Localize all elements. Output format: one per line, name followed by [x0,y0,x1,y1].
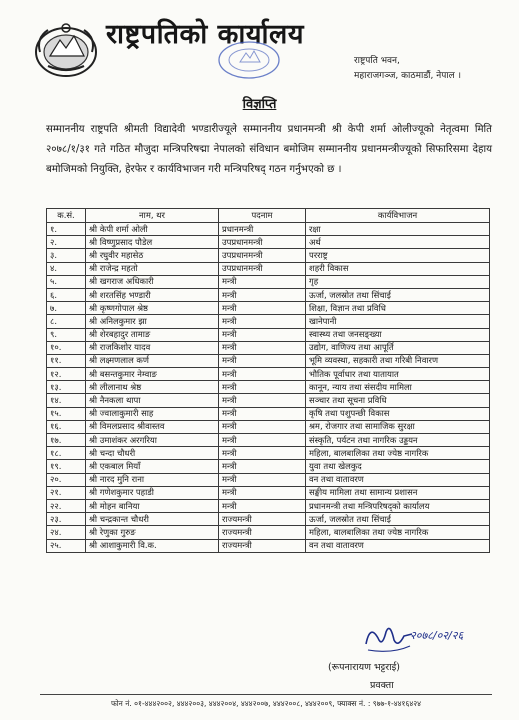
cell-name: श्री एकबाल मियाँ [86,460,219,473]
cell-name: श्री शेरबहादुर तामाङ [86,328,219,341]
cell-serial: ५. [47,275,86,288]
cell-serial: ६. [47,288,86,301]
cell-portfolio: प्रधानमन्त्री तथा मन्त्रिपरिषद्को कार्यालय [306,499,490,512]
cell-name: श्री राजकिशोर यादव [86,341,219,354]
cell-portfolio: कृषि तथा पशुपन्छी विकास [306,407,490,420]
cell-serial: २३. [47,513,86,526]
col-header-portfolio: कार्यविभाजन [306,209,490,223]
table-row [47,262,490,275]
cell-serial: ४. [47,262,86,275]
cell-position: उपप्रधानमन्त्री [219,262,306,275]
office-title: राष्ट्रपतिको कार्यालय [106,19,304,50]
cell-serial: २१. [47,486,86,499]
cell-position: उपप्रधानमन्त्री [219,249,306,262]
cell-name: श्री नैनकला थापा [86,394,219,407]
cell-name: श्री गणेशकुमार पहाडी [86,486,219,499]
table-row [47,223,490,236]
cell-portfolio: भौतिक पूर्वाधार तथा यातायात [306,368,490,381]
table-header-row [47,209,490,223]
cell-serial: २. [47,236,86,249]
cell-position: राज्यमन्त्री [219,526,306,539]
cell-name: श्री लीलानाथ श्रेष्ठ [86,381,219,394]
cell-serial: १८. [47,447,86,460]
table-row [47,236,490,249]
cell-position: मन्त्री [219,288,306,301]
cell-position: प्रधानमन्त्री [219,223,306,236]
cell-serial: २४. [47,526,86,539]
cell-name: श्री बसन्तकुमार नेम्वाङ [86,368,219,381]
table-row [47,288,490,301]
cell-serial: १०. [47,341,86,354]
table-row [47,249,490,262]
cell-position: मन्त्री [219,394,306,407]
cell-name: श्री विष्णुप्रसाद पौडेल [86,236,219,249]
cell-position: मन्त्री [219,315,306,328]
table-row [47,315,490,328]
cell-serial: २०. [47,473,86,486]
cell-name: श्री कृष्णगोपाल श्रेष्ठ [86,302,219,315]
notice-intro-paragraph: सम्माननीय राष्ट्रपति श्रीमती विद्यादेवी भण्डारीज्यूले सम्माननीय प्रधानमन्त्री श्री केपी शर्मा ओलीज्यूको नेतृत्वमा मिति २०७८/१/३१ गते गठित मौजुदा मन्त्रिपरिषद्मा नेपालको संविधान बमोजिम सम्माननीय प्रधानमन्त्रीज्यूको सिफारिसमा देहाय बमोजिमको नियुक्ति, हेरफेर र कार्यविभाजन गरी मन्त्रिपरिषद् गठन गर्नुभएको छ । [46,124,492,175]
address-line-1: राष्ट्रपति भवन, [354,56,400,66]
col-header-position: पदनाम [219,209,306,223]
table-row [47,381,490,394]
table-row [47,328,490,341]
cell-portfolio: महिला, बालबालिका तथा ज्येष्ठ नागरिक [306,447,490,460]
cabinet-table [46,208,490,553]
cell-position: मन्त्री [219,381,306,394]
cell-serial: ७. [47,302,86,315]
cell-serial: ३. [47,249,86,262]
cell-portfolio: अर्थ [306,236,490,249]
cell-position: मन्त्री [219,368,306,381]
cell-serial: २५. [47,539,86,552]
cell-portfolio: संस्कृति, पर्यटन तथा नागरिक उड्डयन [306,434,490,447]
table-row [47,447,490,460]
cell-serial: १९. [47,460,86,473]
cell-position: मन्त्री [219,420,306,433]
office-seal-stamp [210,38,288,82]
table-row [47,407,490,420]
table-row [47,302,490,315]
cell-portfolio: वन तथा वातावरण [306,539,490,552]
table-row [47,275,490,288]
cell-position: मन्त्री [219,460,306,473]
footer-contact: फोन नं. ०१-४४४२००२, ४४४२००३, ४४४२००४, ४४४२००७, ४४४२००८, ४४४२००९, फ्याक्स नं. : ९७७-१-४४१६४२४ [110,699,422,708]
cell-portfolio: खानेपानी [306,315,490,328]
cell-portfolio: युवा तथा खेलकुद [306,460,490,473]
col-header-name: नाम, थर [86,209,219,223]
cell-portfolio: शिक्षा, विज्ञान तथा प्रविधि [306,302,490,315]
cell-position: उपप्रधानमन्त्री [219,236,306,249]
cell-serial: ९. [47,328,86,341]
cell-serial: १३. [47,381,86,394]
cell-portfolio: ऊर्जा, जलस्रोत तथा सिंचाई [306,513,490,526]
cell-portfolio: श्रम, रोजगार तथा सामाजिक सुरक्षा [306,420,490,433]
table-row [47,341,490,354]
address-line-2: महाराजगञ्ज, काठमाडौं, नेपाल । [354,71,462,81]
table-row [47,513,490,526]
table-row [47,420,490,433]
table-row [47,460,490,473]
cell-portfolio: शहरी विकास [306,262,490,275]
cell-name: श्री ज्वालाकुमारी साह [86,407,219,420]
cell-portfolio: स्वास्थ्य तथा जनसङ्ख्या [306,328,490,341]
table-row [47,394,490,407]
cell-name: श्री अनिलकुमार झा [86,315,219,328]
signatory-name: (रूपनारायण भट्टराई) [328,662,401,673]
cell-name: श्री राजेन्द्र महतो [86,262,219,275]
cell-position: राज्यमन्त्री [219,513,306,526]
cell-name: श्री आशाकुमारी वि.क. [86,539,219,552]
cell-position: मन्त्री [219,275,306,288]
cell-name: श्री नारद मुनि राना [86,473,219,486]
cell-portfolio: भूमि व्यवस्था, सहकारी तथा गरिबी निवारण [306,354,490,367]
cell-name: श्री उमाशंकर अरगरिया [86,434,219,447]
cell-serial: १. [47,223,86,236]
cell-serial: १५. [47,407,86,420]
cell-portfolio: वन तथा वातावरण [306,473,490,486]
cell-name: श्री मोहन बानिया [86,499,219,512]
cell-name: श्री रघुवीर महासेठ [86,249,219,262]
cell-portfolio: उद्योग, वाणिज्य तथा आपूर्ति [306,341,490,354]
cell-name: श्री रेणुका गुरुङ [86,526,219,539]
cell-name: श्री विमलप्रसाद श्रीवास्तव [86,420,219,433]
cell-position: मन्त्री [219,302,306,315]
cell-serial: ८. [47,315,86,328]
table-row [47,368,490,381]
cell-serial: १४. [47,394,86,407]
table-row [47,526,490,539]
cell-position: मन्त्री [219,354,306,367]
cell-name: श्री शरतसिंह भण्डारी [86,288,219,301]
cell-portfolio: गृह [306,275,490,288]
footer-divider [40,694,492,695]
cell-serial: २२. [47,499,86,512]
cell-position: मन्त्री [219,473,306,486]
national-emblem-icon [34,22,98,78]
cell-portfolio: सञ्चार तथा सूचना प्रविधि [306,394,490,407]
cell-portfolio: महिला, बालबालिका तथा ज्येष्ठ नागरिक [306,526,490,539]
table-row [47,473,490,486]
cell-portfolio: कानून, न्याय तथा संसदीय मामिला [306,381,490,394]
table-row [47,354,490,367]
cell-serial: १६. [47,420,86,433]
cell-position: मन्त्री [219,447,306,460]
table-body [47,223,490,553]
cell-position: राज्यमन्त्री [219,539,306,552]
cell-serial: ११. [47,354,86,367]
cell-name: श्री लक्ष्मणलाल कर्ण [86,354,219,367]
cell-portfolio: ऊर्जा, जलस्रोत तथा सिंचाई [306,288,490,301]
table-row [47,499,490,512]
cell-serial: १७. [47,434,86,447]
cell-position: मन्त्री [219,486,306,499]
cell-portfolio: सङ्घीय मामिला तथा सामान्य प्रशासन [306,486,490,499]
cell-name: श्री केपी शर्मा ओली [86,223,219,236]
cell-name: श्री चन्दा चौधरी [86,447,219,460]
table-row [47,434,490,447]
col-header-serial: क.सं. [47,209,86,223]
cell-portfolio: रक्षा [306,223,490,236]
cell-position: मन्त्री [219,328,306,341]
cell-position: मन्त्री [219,499,306,512]
cell-position: मन्त्री [219,341,306,354]
notice-title: विज्ञप्ति [242,97,277,112]
table-row [47,539,490,552]
cell-position: मन्त्री [219,434,306,447]
cell-name: श्री खगराज अधिकारी [86,275,219,288]
office-address [354,54,461,84]
signature-date: २०७८/०२/२६ [410,629,464,642]
cell-portfolio: परराष्ट्र [306,249,490,262]
cell-position: मन्त्री [219,407,306,420]
signatory-title: प्रवक्ता [370,680,394,691]
table-row [47,486,490,499]
cell-name: श्री चन्द्रकान्त चौधरी [86,513,219,526]
cell-serial: १२. [47,368,86,381]
